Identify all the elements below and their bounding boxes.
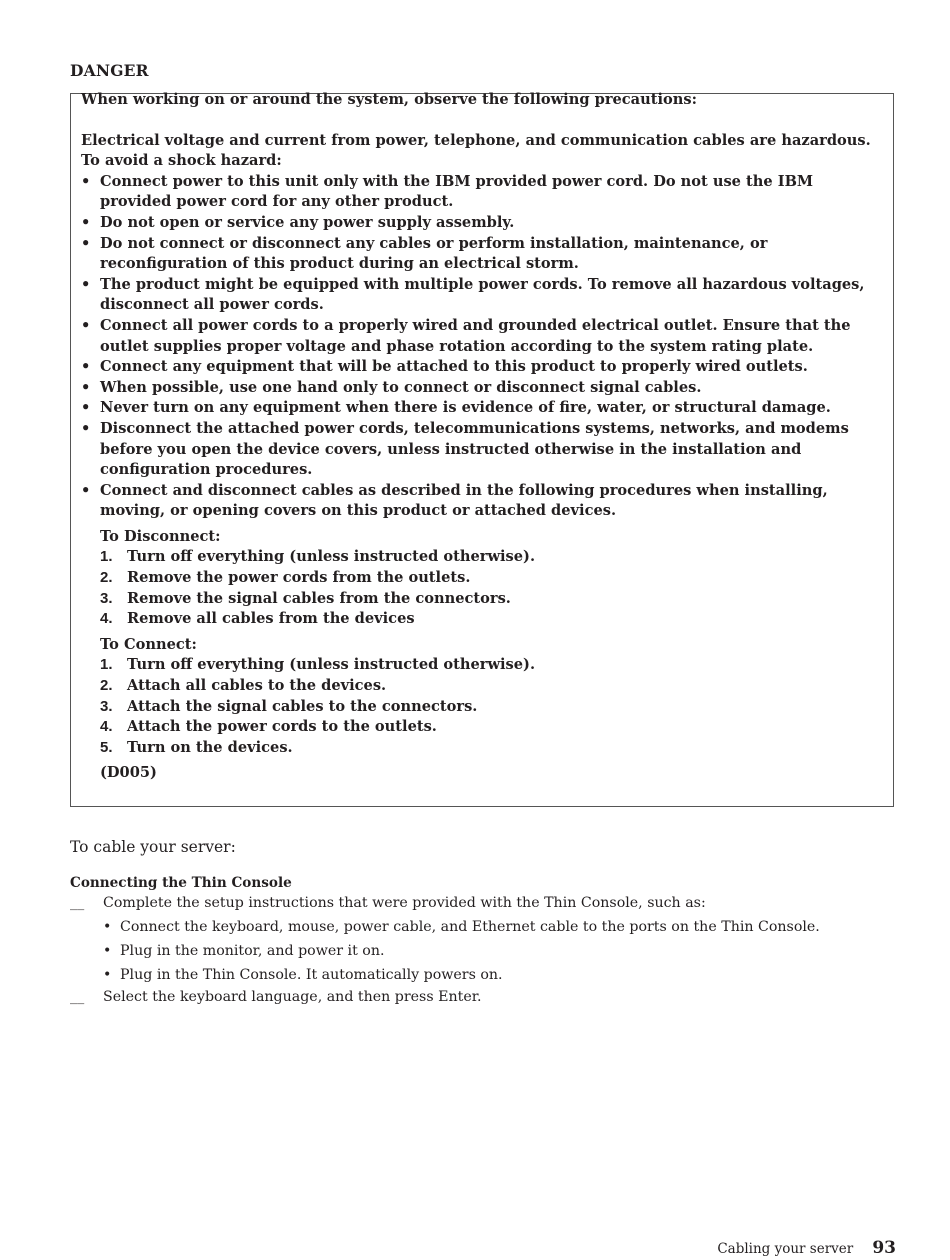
list-item: • Never turn on any equipment when there is evidence of fire, water, or structural damage.	[81, 398, 883, 419]
step-text: Attach the signal cables to the connectors.	[127, 697, 478, 715]
step-item	[100, 655, 883, 676]
danger-intro: When working on or around the system, observe the following precautions:	[81, 91, 697, 108]
step-item	[100, 609, 883, 630]
page-footer	[717, 1238, 896, 1258]
step-text: Attach all cables to the devices.	[127, 677, 387, 695]
task-text: Complete the setup instructions that were provided with the Thin Console, such as:	[103, 895, 706, 911]
section-heading: Connecting the Thin Console	[70, 875, 292, 891]
step-text: Turn off everything (unless instructed otherwise).	[127, 656, 536, 674]
task-text: Select the keyboard language, and then press Enter.	[103, 989, 482, 1005]
step-number: 2.	[100, 677, 113, 695]
list-item: • Connect power to this unit only with the IBM provided power cord. Do not use the IBM provided power cord for any other product.	[81, 172, 883, 213]
disconnect-heading: To Disconnect:	[100, 527, 221, 545]
bullet-icon: •	[103, 967, 112, 983]
list-item: • When possible, use one hand only to connect or disconnect signal cables.	[81, 378, 883, 399]
step-number: 4.	[100, 718, 113, 736]
danger-notice-box	[70, 93, 894, 807]
step-number: 1.	[100, 548, 113, 566]
danger-heading: DANGER	[70, 61, 149, 80]
bullet-icon: •	[103, 943, 112, 959]
danger-warning: Electrical voltage and current from power, telephone, and communication cables are hazardous. To avoid a shock hazard:	[81, 131, 871, 170]
step-text: Turn on the devices.	[127, 738, 293, 756]
step-item	[100, 568, 883, 589]
step-item	[100, 676, 883, 697]
step-text: Remove all cables from the devices	[127, 610, 415, 628]
step-item	[100, 717, 883, 738]
step-text: Remove the power cords from the outlets.	[127, 569, 471, 587]
sub-item-text: Plug in the Thin Console. It automatically powers on.	[120, 967, 503, 983]
step-number: 3.	[100, 589, 113, 607]
cabling-intro: To cable your server:	[70, 838, 236, 856]
step-text: Remove the signal cables from the connectors.	[127, 589, 511, 607]
step-text: Turn off everything (unless instructed otherwise).	[127, 548, 536, 566]
connect-heading: To Connect:	[100, 635, 197, 653]
list-item: • Disconnect the attached power cords, telecommunications systems, networks, and modems before you open the device covers, unless instructed otherwise in the installation and configuration procedures.	[81, 419, 883, 481]
checkbox-blank: __	[70, 895, 85, 911]
list-item: • Connect all power cords to a properly wired and grounded electrical outlet. Ensure that the outlet supplies proper voltage and phase rotation according to the system rating plate.	[81, 316, 883, 357]
step-text: Attach the power cords to the outlets.	[127, 718, 437, 736]
step-number: 5.	[100, 738, 113, 756]
sub-item-text: Connect the keyboard, mouse, power cable, and Ethernet cable to the ports on the Thin Console.	[120, 919, 820, 935]
list-item: • Connect any equipment that will be attached to this product to properly wired outlets.	[81, 357, 883, 378]
step-number: 4.	[100, 610, 113, 628]
step-number: 3.	[100, 697, 113, 715]
safety-rules-list	[81, 172, 883, 522]
connect-steps	[100, 655, 883, 758]
list-item: • The product might be equipped with multiple power cords. To remove all hazardous voltages, disconnect all power cords.	[81, 275, 883, 316]
page-number: 93	[872, 1238, 896, 1258]
list-item: • Connect and disconnect cables as described in the following procedures when installing, moving, or opening covers on this product or attached devices.	[81, 481, 883, 522]
step-item	[100, 589, 883, 610]
step-item	[100, 697, 883, 718]
notice-code: (D005)	[100, 764, 157, 782]
bullet-icon: •	[103, 919, 112, 935]
step-item	[100, 738, 883, 759]
step-item	[100, 547, 883, 568]
disconnect-procedure	[100, 527, 883, 630]
sub-item-text: Plug in the monitor, and power it on.	[120, 943, 385, 959]
step-number: 1.	[100, 656, 113, 674]
step-number: 2.	[100, 569, 113, 587]
list-item: • Do not open or service any power supply assembly.	[81, 213, 883, 234]
disconnect-steps	[100, 547, 883, 629]
list-item: • Do not connect or disconnect any cables or perform installation, maintenance, or reconfiguration of this product during an electrical storm.	[81, 234, 883, 275]
footer-section-title: Cabling your server	[717, 1241, 854, 1257]
connect-procedure	[100, 635, 883, 784]
checkbox-blank: __	[70, 989, 85, 1005]
